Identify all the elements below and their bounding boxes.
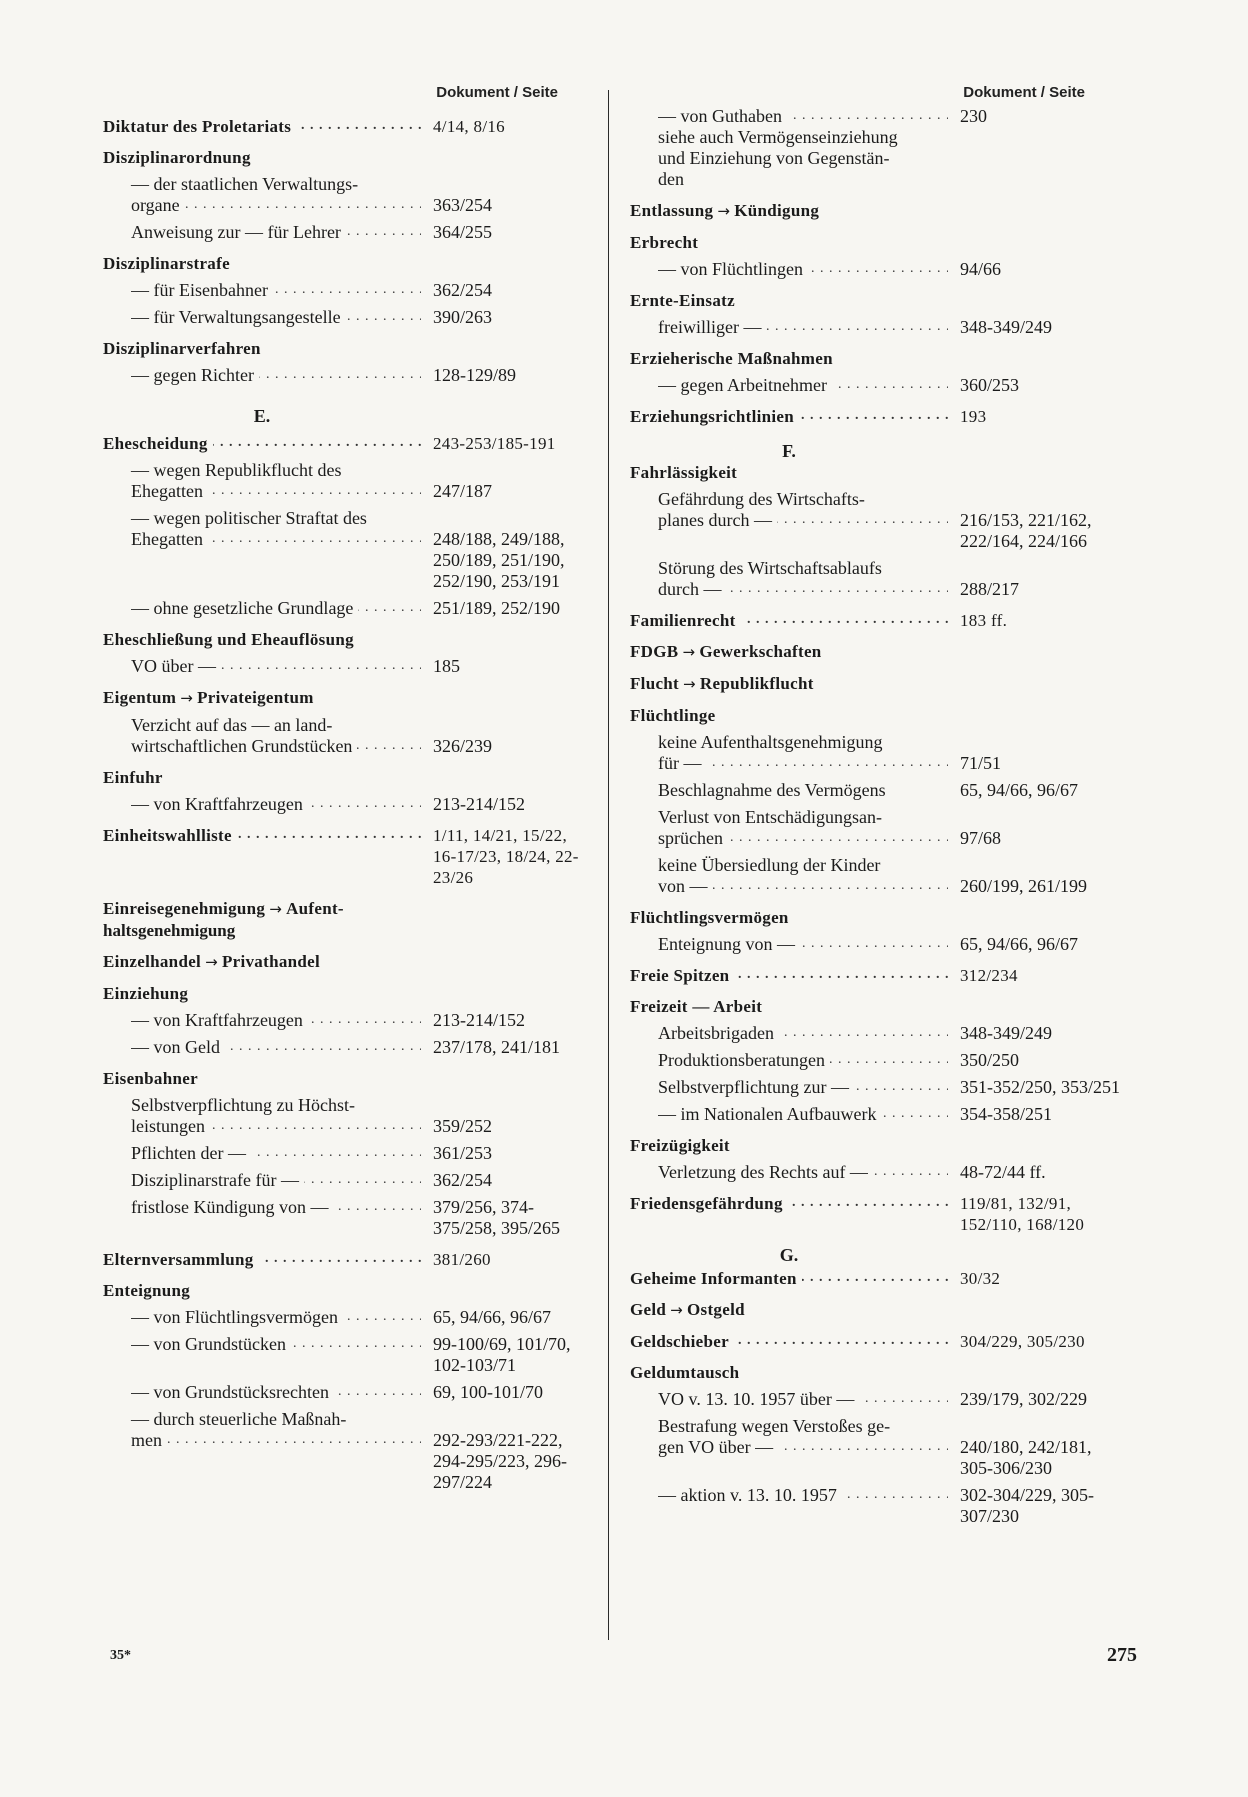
right-column xyxy=(630,84,1125,1527)
entry-einheitswahlliste: Einheitswahlliste . . . 1/11, 14/21, 15/22, 16-17/23, 18/24, 22-23/26 xyxy=(103,825,598,888)
subentry: — von Kraftfahrzeugen . . . 213-214/152 xyxy=(103,1010,598,1031)
arrow-icon: → xyxy=(180,689,194,707)
subentry-text: Verzicht auf das — an land- xyxy=(131,715,333,735)
page-number: 275 xyxy=(1107,1644,1137,1666)
subentry-text: keine Übersiedlung der Kinder xyxy=(658,855,881,875)
subentry: wirtschaftlichen Grundstücken . . . 326/239 xyxy=(103,736,598,757)
headword-continuation: haltsgenehmigung xyxy=(103,921,236,940)
subentry: — gegen Richter . . . 128-129/89 xyxy=(103,365,598,386)
subentry-text: Störung des Wirtschaftsablaufs xyxy=(658,558,882,578)
headword-fahrlaessigkeit: Fahrlässigkeit xyxy=(630,463,738,482)
headword-ernte: Ernte-Einsatz xyxy=(630,291,735,310)
section-letter-f: F. xyxy=(782,441,796,461)
headword-geld: Geld → Ostgeld xyxy=(630,1300,745,1319)
subentry: Produktionsberatungen . . . 350/250 xyxy=(630,1050,1125,1071)
headword-freizeit: Freizeit — Arbeit xyxy=(630,997,763,1016)
column-header: Dokument / Seite xyxy=(963,84,1085,101)
subentry-text: Verlust von Entschädigungsan- xyxy=(658,807,882,827)
subentry: — aktion v. 13. 10. 1957 . . . 302-304/229, 305-307/230 xyxy=(630,1485,1125,1527)
subentry-text: Bestrafung wegen Verstoßes ge- xyxy=(658,1416,891,1436)
subentry-text: Selbstverpflichtung zu Höchst- xyxy=(131,1095,355,1115)
subentry: — von Guthaben . . . 230 xyxy=(630,106,1125,127)
subentry-text: — durch steuerliche Maßnah- xyxy=(131,1409,347,1429)
subentry: Pflichten der — . . . 361/253 xyxy=(103,1143,598,1164)
arrow-icon: → xyxy=(683,675,696,693)
headword-fluechtlingsvermoegen: Flüchtlingsvermögen xyxy=(630,908,789,927)
headword-erzieherische: Erzieherische Maßnahmen xyxy=(630,349,833,368)
subentry: Anweisung zur — für Lehrer . . . 364/255 xyxy=(103,222,598,243)
signature-mark: 35* xyxy=(110,1648,131,1663)
headword-geldumtausch: Geldumtausch xyxy=(630,1363,740,1382)
entry-diktatur: Diktatur des Proletariats . . . 4/14, 8/16 xyxy=(103,116,598,137)
subentry: für — . . . 71/51 xyxy=(630,753,1125,774)
subentry-text: — wegen Republikflucht des xyxy=(131,460,342,480)
subentry: von — . . . 260/199, 261/199 xyxy=(630,876,1125,897)
entry-familienrecht: Familienrecht . . . 183 ff. xyxy=(630,610,1125,631)
subentry-text: Gefährdung des Wirtschafts- xyxy=(658,489,865,509)
headword-disziplinarstrafe: Disziplinarstrafe xyxy=(103,254,230,273)
headword-freizuegigkeit: Freizügigkeit xyxy=(630,1136,730,1155)
headword-eigentum: Eigentum → Privateigentum xyxy=(103,688,314,707)
subentry: — für Verwaltungsangestelle . . . 390/263 xyxy=(103,307,598,328)
subentry: freiwilliger — . . . 348-349/249 xyxy=(630,317,1125,338)
column-header: Dokument / Seite xyxy=(436,84,558,101)
entry-geldschieber: Geldschieber . . . 304/229, 305/230 xyxy=(630,1331,1125,1352)
headword-disziplinarverfahren: Disziplinarverfahren xyxy=(103,339,261,358)
subentry: — von Flüchtlingen . . . 94/66 xyxy=(630,259,1125,280)
entry-elternversammlung: Elternversammlung . . . 381/260 xyxy=(103,1249,598,1270)
headword-fdgb: FDGB → Gewerkschaften xyxy=(630,642,822,661)
headword-disziplinarordnung: Disziplinarordnung xyxy=(103,148,251,167)
entry-ehescheidung: Ehescheidung . . . 243-253/185-191 xyxy=(103,433,598,454)
headword-einzelhandel: Einzelhandel → Privathandel xyxy=(103,952,320,971)
headword-eheschliessung: Eheschließung und Eheauflösung xyxy=(103,630,354,649)
subentry: — von Grundstücken . . . 99-100/69, 101/70, 102-103/71 xyxy=(103,1334,598,1376)
arrow-icon: → xyxy=(269,900,283,918)
subentry-text: keine Aufenthaltsgenehmigung xyxy=(658,732,883,752)
subentry: Ehegatten . . . 247/187 xyxy=(103,481,598,502)
headword-einreise: Einreisegenehmigung → Aufent- xyxy=(103,899,344,918)
subentry: — im Nationalen Aufbauwerk . . . 354-358/251 xyxy=(630,1104,1125,1125)
subentry: Selbstverpflichtung zur — . . . 351-352/250, 353/251 xyxy=(630,1077,1125,1098)
arrow-icon: → xyxy=(682,643,696,661)
headword-entlassung: Entlassung → Kündigung xyxy=(630,201,820,220)
headword-einziehung: Einziehung xyxy=(103,984,189,1003)
subentry-text: — wegen politischer Straftat des xyxy=(131,508,367,528)
subentry: leistungen . . . 359/252 xyxy=(103,1116,598,1137)
subentry: sprüchen . . . 97/68 xyxy=(630,828,1125,849)
entry-friedensgefaehrdung: Friedensgefährdung . . . 119/81, 132/91, 152/110, 168/120 xyxy=(630,1193,1125,1235)
headword-eisenbahner: Eisenbahner xyxy=(103,1069,198,1088)
subentry: gen VO über — . . . 240/180, 242/181, 305-306/230 xyxy=(630,1437,1125,1479)
headword-enteignung: Enteignung xyxy=(103,1281,191,1300)
subentry-text: und Einziehung von Gegenstän- xyxy=(658,148,890,168)
subentry: VO über — . . . 185 xyxy=(103,656,598,677)
subentry: fristlose Kündigung von — . . . 379/256, 374-375/258, 395/265 xyxy=(103,1197,598,1239)
arrow-icon: → xyxy=(205,953,218,971)
subentry: — gegen Arbeitnehmer . . . 360/253 xyxy=(630,375,1125,396)
arrow-icon: → xyxy=(670,1301,684,1319)
subentry: organe . . . 363/254 xyxy=(103,195,598,216)
headword-fluechtlinge: Flüchtlinge xyxy=(630,706,716,725)
entry-erziehungsrichtlinien: Erziehungsrichtlinien . . . 193 xyxy=(630,406,1125,427)
subentry: — von Flüchtlingsvermögen . . . 65, 94/66, 96/67 xyxy=(103,1307,598,1328)
headword-flucht: Flucht → Republikflucht xyxy=(630,674,814,693)
subentry: planes durch — . . . 216/153, 221/162, 222/164, 224/166 xyxy=(630,510,1125,552)
section-letter-g: G. xyxy=(779,1245,799,1265)
subentry: Arbeitsbrigaden . . . 348-349/249 xyxy=(630,1023,1125,1044)
subentry: Verletzung des Rechts auf — . . . 48-72/44 ff. xyxy=(630,1162,1125,1183)
subentry: Beschlagnahme des Vermögens 65, 94/66, 96/67 xyxy=(658,780,1079,800)
subentry: Ehegatten . . . 248/188, 249/188, 250/189, 251/190, 252/190, 253/191 xyxy=(103,529,598,592)
subentry: — von Kraftfahrzeugen . . . 213-214/152 xyxy=(103,794,598,815)
subentry-text: — der staatlichen Verwaltungs- xyxy=(131,174,359,194)
entry-geheime-informanten: Geheime Informanten . . . 30/32 xyxy=(630,1268,1125,1289)
arrow-icon: → xyxy=(717,202,731,220)
headword-erbrecht: Erbrecht xyxy=(630,233,699,252)
subentry: — von Grundstücksrechten . . . 69, 100-101/70 xyxy=(103,1382,598,1403)
subentry: VO v. 13. 10. 1957 über — . . . 239/179, 302/229 xyxy=(630,1389,1125,1410)
headword-einfuhr: Einfuhr xyxy=(103,768,163,787)
subentry: Enteignung von — . . . 65, 94/66, 96/67 xyxy=(630,934,1125,955)
subentry: — ohne gesetzliche Grundlage . . . 251/189, 252/190 xyxy=(103,598,598,619)
subentry: Disziplinarstrafe für — . . . 362/254 xyxy=(103,1170,598,1191)
subentry-text: siehe auch Vermögenseinziehung xyxy=(658,127,898,147)
entry-freie-spitzen: Freie Spitzen . . . 312/234 xyxy=(630,965,1125,986)
subentry: — von Geld . . . 237/178, 241/181 xyxy=(103,1037,598,1058)
section-letter-e: E. xyxy=(253,406,271,426)
subentry-text: den xyxy=(658,169,684,189)
subentry: men . . . 292-293/221-222, 294-295/223, 296-297/224 xyxy=(103,1430,598,1493)
left-column xyxy=(103,84,598,1493)
subentry: durch — . . . 288/217 xyxy=(630,579,1125,600)
column-divider xyxy=(608,90,609,1640)
subentry: — für Eisenbahner . . . 362/254 xyxy=(103,280,598,301)
